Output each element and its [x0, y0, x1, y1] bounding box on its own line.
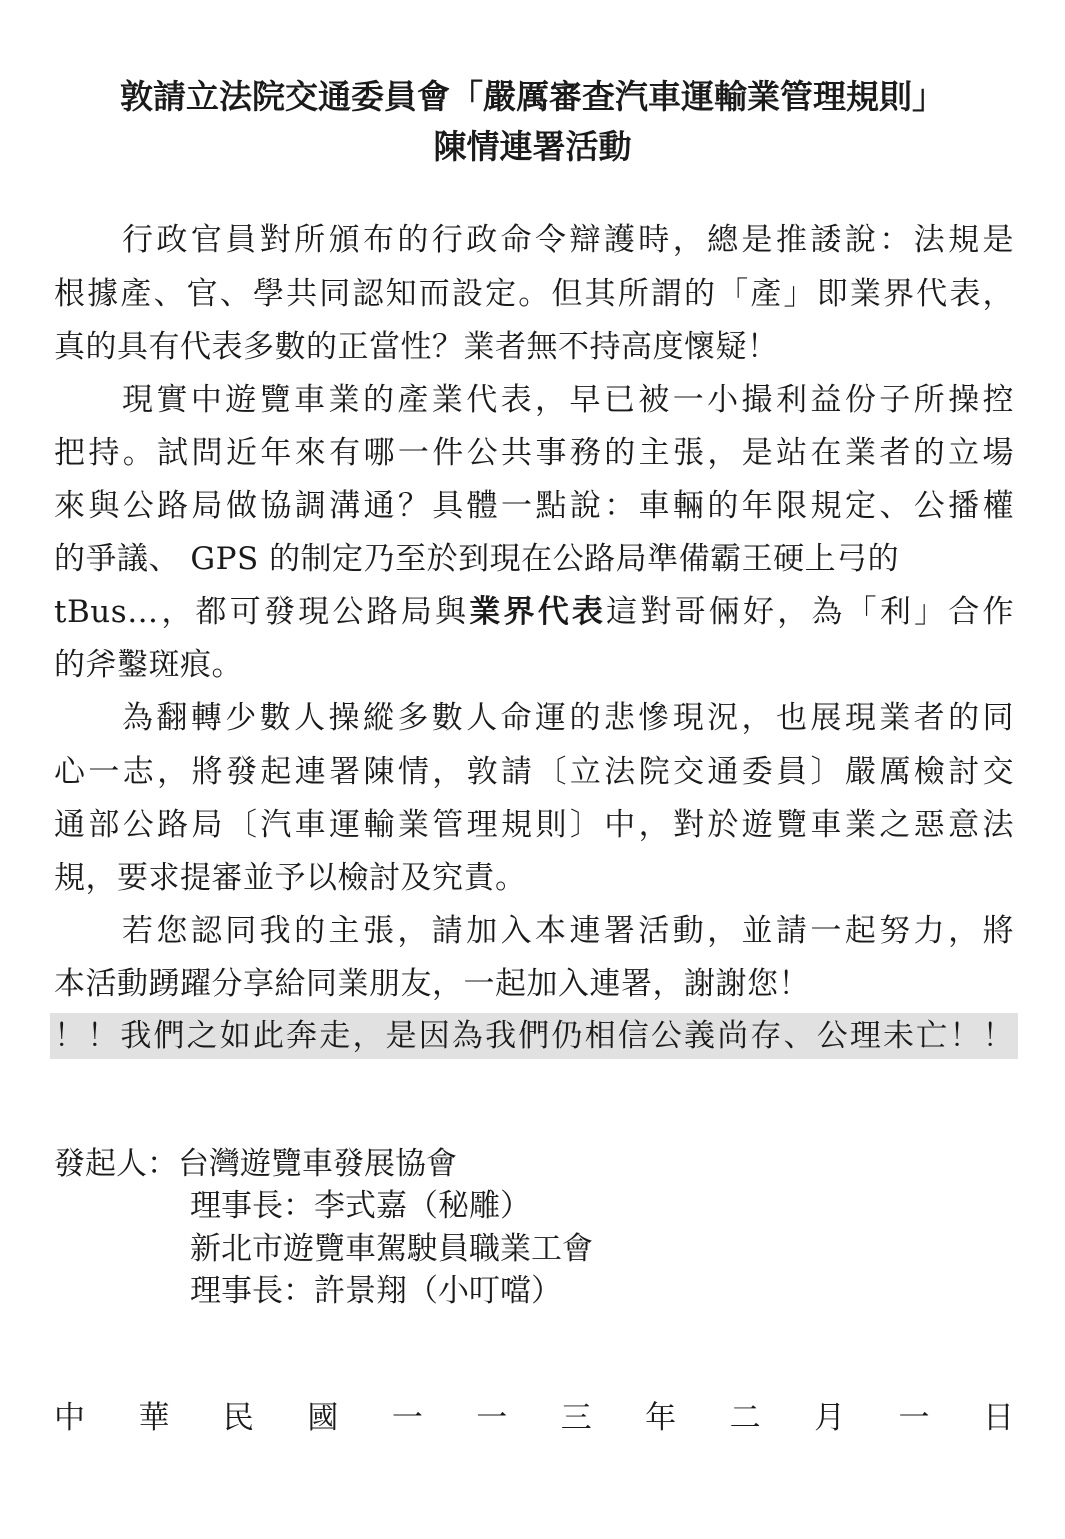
paragraph-1-line-3: 真的具有代表多數的正當性？業者無不持高度懷疑！ — [54, 329, 779, 365]
date-char: 二 — [729, 1400, 761, 1436]
date-char: 一 — [898, 1400, 930, 1436]
industry-representative-bold: 業界代表 — [469, 594, 607, 630]
paragraph-4-line-2: 本活動踴躍分享給同業朋友，一起加入連署，謝謝您！ — [54, 966, 810, 1002]
paragraph-2-line-5 — [54, 592, 1014, 632]
date-char: 三 — [560, 1400, 592, 1436]
date-char: 一 — [476, 1400, 508, 1436]
initiator-org-2: 新北市遊覽車駕駛員職業工會 — [190, 1231, 593, 1267]
paragraph-2-line-1: 現實中遊覽車業的產業代表，早已被一小撮利益份子所操控 — [122, 382, 1014, 418]
paragraph-3-line-3: 通部公路局〔汽車運輸業管理規則〕中，對於遊覽車業之惡意法 — [54, 807, 1014, 843]
initiator-line — [54, 1144, 457, 1184]
date-char: 年 — [645, 1400, 677, 1436]
paragraph-4-line-1: 若您認同我的主張，請加入本連署活動，並請一起努力，將 — [122, 913, 1014, 949]
paragraph-2-line-5-post: 這對哥倆好，為「利」合作 — [606, 594, 1015, 630]
date-char: 一 — [391, 1400, 423, 1436]
paragraph-2-line-5-pre: tBus…，都可發現公路局與 — [54, 594, 470, 630]
date-char: 民 — [222, 1400, 254, 1436]
date-char: 日 — [982, 1400, 1014, 1436]
date-line — [54, 1398, 1014, 1438]
paragraph-2-line-3: 來與公路局做協調溝通？具體一點說：車輛的年限規定、公播權 — [54, 488, 1014, 524]
document-title — [0, 72, 1065, 172]
paragraph-2-line-6: 的斧鑿斑痕。 — [54, 647, 243, 683]
date-char: 華 — [138, 1400, 170, 1436]
paragraph-2-line-4: 的爭議、 GPS 的制定乃至於到現在公路局準備霸王硬上弓的 — [54, 541, 900, 577]
initiator-org-1: 台灣遊覽車發展協會 — [178, 1146, 457, 1182]
paragraph-2-line-2: 把持。試問近年來有哪一件公共事務的主張，是站在業者的立場 — [54, 435, 1014, 471]
chairman-2: 理事長：許景翔（小叮噹） — [190, 1273, 562, 1309]
paragraph-1-line-1: 行政官員對所頒布的行政命令辯護時，總是推諉說：法規是 — [122, 222, 1014, 258]
paragraph-3-line-4: 規，要求提審並予以檢討及究責。 — [54, 860, 527, 896]
date-char: 月 — [814, 1400, 846, 1436]
paragraph-1-line-2: 根據產、官、學共同認知而設定。但其所謂的「產」即業界代表， — [54, 276, 1014, 312]
paragraph-3-line-2: 心一志，將發起連署陳情，敦請〔立法院交通委員〕嚴厲檢討交 — [54, 754, 1014, 790]
date-char: 國 — [307, 1400, 339, 1436]
date-char: 中 — [54, 1400, 85, 1436]
title-line-1: 敦請立法院交通委員會「嚴厲審查汽車運輸業管理規則」 — [120, 77, 945, 116]
initiator-label: 發起人： — [54, 1146, 178, 1182]
chairman-1: 理事長：李式嘉（秘雕） — [190, 1188, 531, 1224]
paragraph-3-line-1: 為翻轉少數人操縱多數人命運的悲慘現況，也展現業者的同 — [122, 700, 1014, 736]
title-line-2: 陳情連署活動 — [433, 127, 632, 166]
slogan-text: ！！我們之如此奔走，是因為我們仍相信公義尚存、公理未亡！！ — [54, 1018, 1014, 1054]
